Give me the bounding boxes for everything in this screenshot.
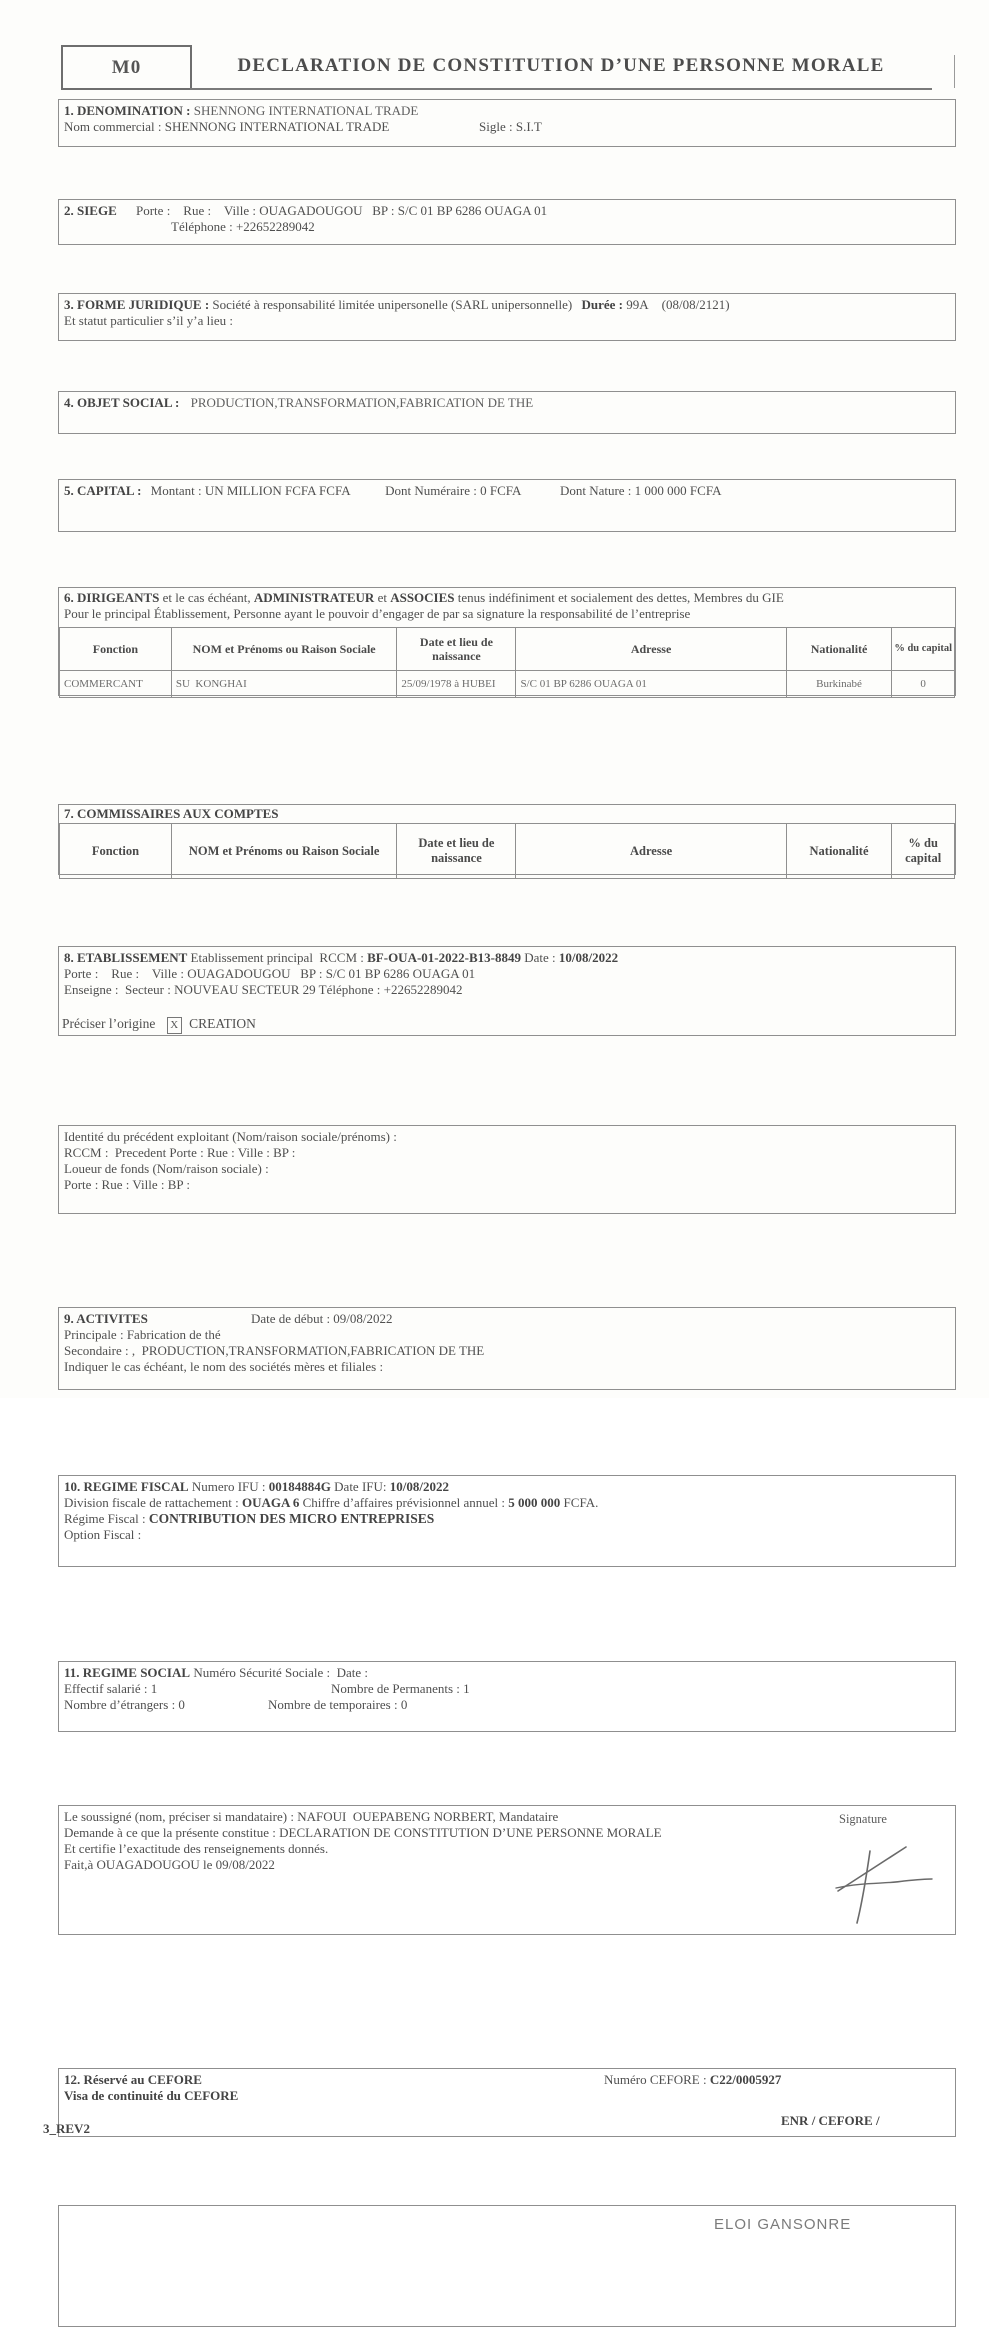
- capital-numeraire: Dont Numéraire : 0 FCFA: [385, 483, 521, 498]
- section-etablissement: [58, 946, 956, 1036]
- form-code-box: [61, 45, 192, 90]
- dirigeants-text-a: et le cas échéant,: [162, 590, 251, 605]
- dirigeants-text-b: et: [377, 590, 387, 605]
- ca-label: Chiffre d’affaires prévisionnel annuel :: [302, 1495, 506, 1510]
- enr-cefore: ENR / CEFORE /: [781, 2113, 880, 2128]
- section-footer: [58, 2205, 956, 2327]
- fiscal-label: 10. REGIME FISCAL: [64, 1479, 189, 1494]
- dirigeants-intro: [59, 588, 955, 624]
- creation-checkbox: X: [167, 1017, 182, 1034]
- col-header-fonction: Fonction: [60, 824, 172, 879]
- social-line3: [64, 1697, 950, 1713]
- origin-line: [62, 1016, 256, 1032]
- nb-permanents: Nombre de Permanents : 1: [331, 1681, 470, 1696]
- etablissement-line3: Enseigne : Secteur : NOUVEAU SECTEUR 29 Téléphone : +22652289042: [64, 982, 463, 997]
- cell-adresse: S/C 01 BP 6286 OUAGA 01: [516, 671, 786, 698]
- col-header-naissance: Date et lieu de naissance: [397, 824, 516, 879]
- capital-montant: Montant : UN MILLION FCFA FCFA: [150, 483, 350, 498]
- duree-value: 99A (08/08/2121): [626, 297, 730, 312]
- ifu-label: Numero IFU :: [191, 1479, 266, 1494]
- forme-value: Société à responsabilité limitée unipersonelle (SARL unipersonnelle): [212, 297, 573, 312]
- associes-label: ASSOCIES: [390, 590, 455, 605]
- duree-label: Durée :: [581, 297, 623, 312]
- numero-cefore-value: C22/0005927: [709, 2072, 782, 2087]
- division-value: OUAGA 6: [241, 1495, 300, 1510]
- fiscal-line2: [64, 1495, 950, 1511]
- denomination-label: 1. DENOMINATION :: [64, 103, 191, 118]
- siege-line: [64, 203, 950, 219]
- section-declaration: [58, 1805, 956, 1935]
- col-header-naissance: Date et lieu de naissance: [397, 628, 516, 671]
- declaration-line4: Fait,à OUAGADOUGOU le 09/08/2022: [64, 1857, 275, 1872]
- col-header-nationalite: Nationalité: [786, 628, 892, 671]
- cell-naissance: 25/09/1978 à HUBEI: [397, 671, 516, 698]
- regime-label: Régime Fiscal :: [64, 1511, 146, 1526]
- siege-phone: Téléphone : +22652289042: [171, 219, 315, 234]
- option-fiscal: Option Fiscal :: [64, 1527, 142, 1542]
- fiscal-line1: [64, 1479, 950, 1495]
- numero-cefore: [604, 2072, 781, 2088]
- cell-capital: 0: [892, 671, 955, 698]
- social-line2: [64, 1681, 950, 1697]
- ifu-value: 00184884G: [268, 1479, 331, 1494]
- capital-label: 5. CAPITAL :: [64, 483, 142, 498]
- objet-value: PRODUCTION,TRANSFORMATION,FABRICATION DE THE: [190, 395, 534, 410]
- cefore-line1: [64, 2072, 950, 2088]
- activite-secondaire: Secondaire : , PRODUCTION,TRANSFORMATION,FABRICATION DE THE: [64, 1343, 485, 1358]
- dirigeant-row: [60, 671, 955, 698]
- activite-principale: Principale : Fabrication de thé: [64, 1327, 221, 1342]
- section-objet-social: [58, 391, 956, 434]
- denomination-line: [64, 103, 950, 119]
- siege-fields: Porte : Rue : Ville : OUAGADOUGOU BP : S/C 01 BP 6286 OUAGA 01: [136, 203, 548, 218]
- section-commissaires: [58, 804, 956, 875]
- objet-label: 4. OBJET SOCIAL :: [64, 395, 180, 410]
- section-activites: [58, 1307, 956, 1390]
- section-cefore: [43, 2068, 956, 2137]
- siege-label: 2. SIEGE: [64, 203, 117, 218]
- nom-commercial: Nom commercial : SHENNONG INTERNATIONAL TRADE: [64, 119, 390, 134]
- section-forme-juridique: [58, 293, 956, 341]
- cell-nom: SU KONGHAI: [171, 671, 397, 698]
- dirigeants-text-c: tenus indéfiniment et socialement des dettes, Membres du GIE: [457, 590, 784, 605]
- rccm-date: 10/08/2022: [558, 950, 619, 965]
- social-label: 11. REGIME SOCIAL: [64, 1665, 191, 1680]
- exploitant-line2: RCCM : Precedent Porte : Rue : Ville : BP :: [64, 1145, 296, 1160]
- administrateur-label: ADMINISTRATEUR: [253, 590, 375, 605]
- col-header-capital: % du capital: [892, 824, 955, 879]
- col-header-nationalite: Nationalité: [786, 824, 892, 879]
- statut-line: Et statut particulier s’il y’a lieu :: [64, 313, 233, 328]
- agent-name: ELOI GANSONRE: [714, 2216, 852, 2233]
- signature-label: Signature: [839, 1812, 887, 1826]
- col-header-fonction: Fonction: [60, 628, 172, 671]
- origin-label: Préciser l’origine: [62, 1016, 156, 1031]
- section-regime-social: [58, 1661, 956, 1732]
- date-ifu-label: Date IFU:: [334, 1479, 387, 1494]
- section-capital: [58, 479, 956, 532]
- capital-nature: Dont Nature : 1 000 000 FCFA: [559, 483, 722, 498]
- effectif-salarie: Effectif salarié : 1: [64, 1681, 158, 1696]
- etablissement-line1: [64, 950, 950, 966]
- activites-label: 9. ACTIVITES: [64, 1311, 148, 1326]
- forme-line: [64, 297, 950, 313]
- date-ifu-value: 10/08/2022: [389, 1479, 449, 1494]
- declaration-line1: Le soussigné (nom, préciser si mandataire) : NAFOUI OUEPABENG NORBERT, Mandataire: [64, 1809, 559, 1824]
- exploitant-line1: Identité du précédent exploitant (Nom/raison sociale/prénoms) :: [64, 1129, 397, 1144]
- dirigeants-table: [59, 627, 955, 698]
- form-title-box: [190, 44, 932, 90]
- date-debut: Date de début : 09/08/2022: [251, 1311, 393, 1326]
- rev-code: 3_REV2: [43, 2121, 90, 2136]
- activites-line1: [64, 1311, 950, 1327]
- commissaires-table: [59, 823, 955, 879]
- fiscal-line3: [64, 1511, 950, 1527]
- dirigeants-label: 6. DIRIGEANTS: [64, 590, 160, 605]
- declaration-line2: Demande à ce que la présente constitue : DECLARATION DE CONSTITUTION D’UNE PERSONNE MORALE: [64, 1825, 662, 1840]
- nb-etrangers: Nombre d’étrangers : 0: [64, 1697, 185, 1712]
- ca-value: 5 000 000: [508, 1495, 561, 1510]
- numero-cefore-label: Numéro CEFORE :: [604, 2072, 707, 2087]
- cefore-label: 12. Réservé au CEFORE: [64, 2072, 202, 2087]
- etablissement-sub: Etablissement principal RCCM :: [190, 950, 364, 965]
- cell-nationalite: Burkinabé: [786, 671, 892, 698]
- etablissement-line2: Porte : Rue : Ville : OUAGADOUGOU BP : S/C 01 BP 6286 OUAGA 01: [64, 966, 476, 981]
- etablissement-label: 8. ETABLISSEMENT: [64, 950, 188, 965]
- section-denomination: [58, 99, 956, 147]
- cell-fonction: COMMERCANT: [60, 671, 172, 698]
- visa-label: Visa de continuité du CEFORE: [64, 2088, 239, 2103]
- sigle: Sigle : S.I.T: [479, 119, 542, 134]
- commissaires-label: 7. COMMISSAIRES AUX COMPTES: [64, 806, 279, 821]
- origin-value: CREATION: [189, 1016, 256, 1031]
- ca-suffix: FCFA.: [563, 1495, 599, 1510]
- nb-temporaires: Nombre de temporaires : 0: [268, 1697, 408, 1712]
- declaration-line3: Et certifie l’exactitude des renseignements donnés.: [64, 1841, 329, 1856]
- secu-label: Numéro Sécurité Sociale : Date :: [193, 1665, 369, 1680]
- regime-value: CONTRIBUTION DES MICRO ENTREPRISES: [148, 1511, 435, 1526]
- commissaires-header-row: [60, 824, 955, 879]
- nom-commercial-line: [64, 119, 950, 135]
- societes-meres: Indiquer le cas échéant, le nom des sociétés mères et filiales :: [64, 1359, 384, 1374]
- dirigeants-header-row: [60, 628, 955, 671]
- col-header-adresse: Adresse: [516, 824, 786, 879]
- header-right-rule: [954, 55, 955, 88]
- rccm-date-label: Date :: [524, 950, 556, 965]
- form-title: DECLARATION DE CONSTITUTION D’UNE PERSONNE MORALE: [237, 55, 885, 76]
- col-header-adresse: Adresse: [516, 628, 786, 671]
- section-dirigeants: [58, 587, 956, 696]
- section-precedent-exploitant: [58, 1125, 956, 1214]
- social-line1: [64, 1665, 950, 1681]
- exploitant-line4: Porte : Rue : Ville : BP :: [64, 1177, 190, 1192]
- section-regime-fiscal: [58, 1475, 956, 1567]
- form-code: M0: [111, 56, 142, 78]
- denomination-value: SHENNONG INTERNATIONAL TRADE: [193, 103, 419, 118]
- exploitant-line3: Loueur de fonds (Nom/raison sociale) :: [64, 1161, 269, 1176]
- forme-label: 3. FORME JURIDIQUE :: [64, 297, 210, 312]
- col-header-nom: NOM et Prénoms ou Raison Sociale: [171, 628, 397, 671]
- section-siege: [58, 199, 956, 245]
- division-label: Division fiscale de rattachement :: [64, 1495, 239, 1510]
- dirigeants-intro-line2: Pour le principal Établissement, Personne ayant le pouvoir d’engager de par sa signature la responsabilité de l’entreprise: [64, 606, 691, 621]
- col-header-capital: % du capital: [892, 628, 955, 671]
- dirigeants-intro-line1: [64, 590, 950, 606]
- col-header-nom: NOM et Prénoms ou Raison Sociale: [171, 824, 397, 879]
- rccm-value: BF-OUA-01-2022-B13-8849: [367, 950, 521, 965]
- handwritten-signature: [814, 1831, 944, 1926]
